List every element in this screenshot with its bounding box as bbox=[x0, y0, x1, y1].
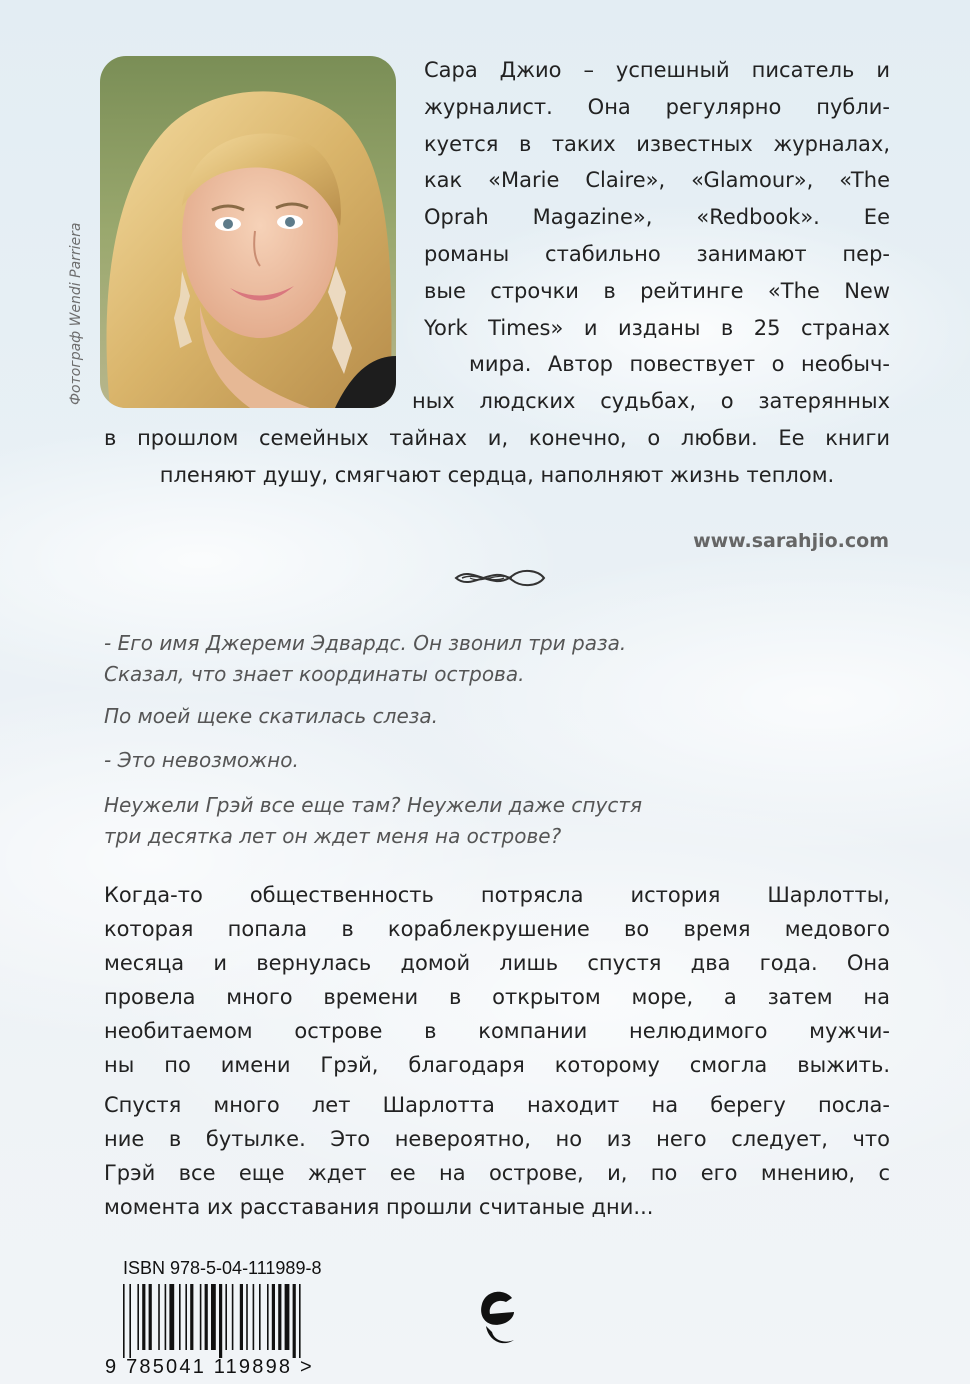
quote-line: - Его имя Джереми Эдвардс. Он звонил три раза. bbox=[104, 631, 627, 655]
synopsis-line: Грэй все еще ждет ее на острове, и, по его мнению, с bbox=[104, 1161, 890, 1185]
bio-line: Oprah Magazine», «Redbook». Ее bbox=[424, 205, 890, 230]
barcode-icon bbox=[121, 1284, 341, 1358]
bio-line: мира. Автор повествует о необыч- bbox=[469, 352, 890, 377]
quote-line: Неужели Грэй все еще там? Неужели даже спустя bbox=[104, 793, 643, 817]
synopsis-line: провела много времени в открытом море, а затем на bbox=[104, 985, 890, 1009]
synopsis-line: месяца и вернулась домой лишь спустя два года. Она bbox=[104, 951, 890, 975]
quote-line: - Это невозможно. bbox=[104, 748, 299, 772]
author-website[interactable]: www.sarahjio.com bbox=[693, 530, 889, 552]
synopsis-line: момента их расставания прошли считаные дни... bbox=[104, 1195, 654, 1219]
ornament-flourish-icon bbox=[452, 558, 548, 598]
author-photo bbox=[100, 56, 396, 408]
isbn-label: ISBN 978-5-04-111989-8 bbox=[123, 1258, 322, 1278]
synopsis-line: ние в бутылке. Это невероятно, но из него следует, что bbox=[104, 1127, 890, 1151]
bio-line: куется в таких известных журналах, bbox=[424, 131, 890, 156]
quote-line: три десятка лет он ждет меня на острове? bbox=[104, 824, 562, 848]
bio-line: журналист. Она регулярно публи- bbox=[424, 94, 890, 119]
bio-line: в прошлом семейных тайнах и, конечно, о любви. Ее книги bbox=[104, 426, 890, 450]
synopsis-line: Спустя много лет Шарлотта находит на берегу посла- bbox=[104, 1093, 890, 1117]
author-bio bbox=[412, 52, 890, 420]
synopsis-paragraph-1 bbox=[104, 878, 890, 1082]
synopsis-line: ны по имени Грэй, благодаря которому смогла выжить. bbox=[104, 1053, 890, 1077]
quote-line: Сказал, что знает координаты острова. bbox=[104, 662, 525, 686]
bio-line: романы стабильно занимают пер- bbox=[424, 241, 890, 266]
publisher-logo-icon bbox=[474, 1284, 524, 1352]
barcode-digits: 9 785041 119898 > bbox=[105, 1356, 314, 1378]
synopsis-line: Когда-то общественность потрясла история Шарлотты, bbox=[104, 883, 890, 907]
bio-line: Сара Джио – успешный писатель и bbox=[424, 58, 890, 82]
bio-line: вые строчки в рейтинге «The New bbox=[424, 278, 890, 303]
bio-line: York Times» и изданы в 25 странах bbox=[424, 315, 890, 340]
bio-line: ных людских судьбах, о затерянных bbox=[412, 389, 890, 414]
synopsis-line: которая попала в кораблекрушение во время медового bbox=[104, 917, 890, 941]
author-bio-continued bbox=[104, 420, 890, 494]
synopsis-paragraph-2 bbox=[104, 1088, 890, 1224]
photo-credit: Фотограф Wendi Parriera bbox=[68, 222, 84, 405]
synopsis-line: необитаемом острове в компании нелюдимого мужчи- bbox=[104, 1019, 890, 1043]
bio-line: как «Marie Claire», «Glamour», «The bbox=[424, 168, 890, 193]
quote-line: По моей щеке скатилась слеза. bbox=[104, 704, 438, 728]
bio-line: пленяют душу, смягчают сердца, наполняют жизнь теплом. bbox=[159, 462, 835, 487]
